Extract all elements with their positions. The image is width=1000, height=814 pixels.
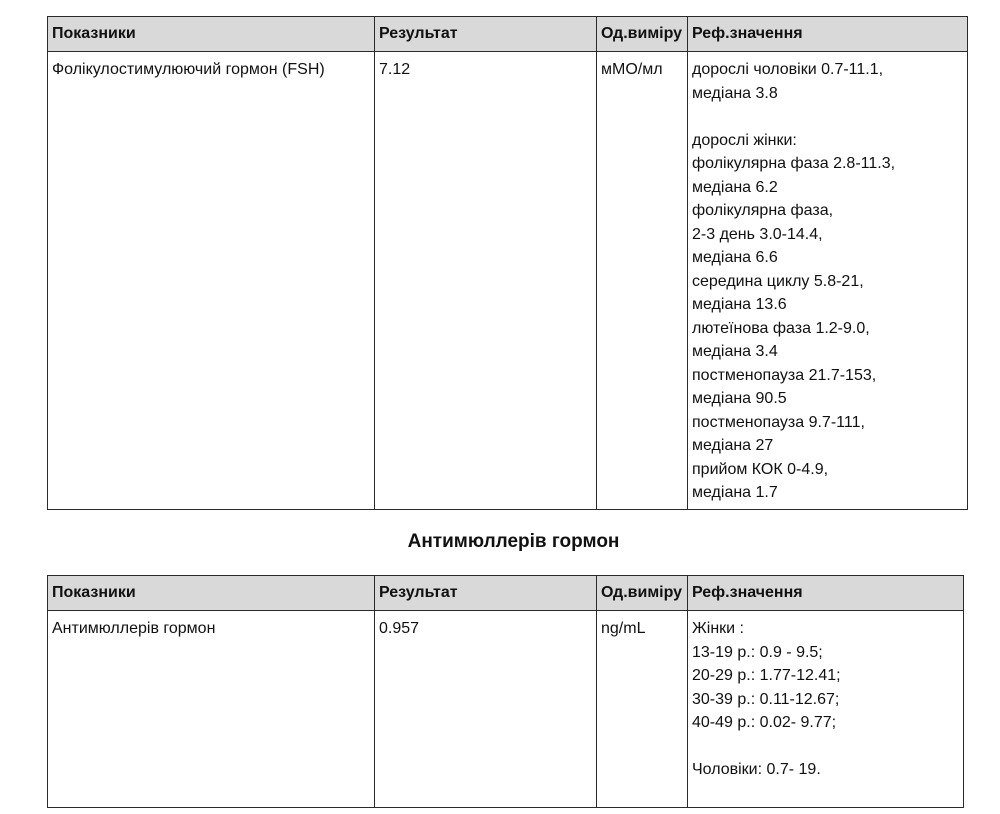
table-row — [48, 52, 968, 510]
indicator-name — [48, 52, 375, 510]
header-reference: Реф.значення — [688, 576, 964, 611]
ref-line: дорослі чоловіки 0.7-11.1, — [692, 61, 884, 78]
section-title-amh: Антимюллерів гормон — [407, 531, 620, 552]
ref-line-gap — [692, 735, 959, 759]
ref-line: медіана 90.5 — [692, 390, 787, 407]
unit-value-text: мМО/мл — [601, 61, 663, 78]
ref-line: постменопауза 21.7-153, — [692, 366, 877, 384]
ref-line: 13-19 р.: 0.9 - 9.5; — [692, 643, 823, 661]
ref-line: 30-39 р.: 0.11-12.67; — [692, 690, 840, 708]
table-header-row — [48, 576, 964, 611]
ref-line: прийом КОК 0-4.9, — [692, 460, 829, 478]
ref-line: середина циклу 5.8-21, — [692, 272, 864, 290]
result-value-text: 7.12 — [379, 61, 411, 78]
fsh-results-table — [47, 16, 968, 510]
ref-line: Жінки : — [692, 620, 744, 637]
unit-value — [597, 611, 688, 808]
ref-line: 20-29 р.: 1.77-12.41; — [692, 667, 841, 684]
ref-line: постменопауза 9.7-111, — [692, 413, 865, 431]
ref-line: медіана 13.6 — [692, 296, 787, 313]
header-reference: Реф.значення — [688, 17, 968, 52]
ref-line: фолікулярна фаза, — [692, 202, 834, 219]
table-header-row — [48, 17, 968, 52]
ref-line: медіана 3.4 — [692, 343, 778, 360]
header-indicators: Показники — [48, 576, 375, 611]
indicator-name — [48, 611, 375, 808]
unit-value-text: ng/mL — [601, 620, 646, 637]
header-result: Результат — [375, 17, 597, 52]
ref-line: медіана 6.6 — [692, 249, 778, 266]
ref-line: медіана 27 — [692, 437, 774, 454]
indicator-name-text: Фолікулостимулюючий гормон (FSH) — [52, 61, 325, 78]
header-result: Результат — [375, 576, 597, 611]
ref-line: фолікулярна фаза 2.8-11.3, — [692, 155, 896, 172]
header-unit: Од.виміру — [597, 576, 688, 611]
ref-line: медіана 6.2 — [692, 178, 778, 196]
ref-line-gap — [692, 105, 963, 129]
reference-values — [688, 611, 964, 808]
ref-line: медіана 3.8 — [692, 84, 778, 102]
header-indicators: Показники — [48, 17, 375, 52]
indicator-name-text: Антимюллерів гормон — [52, 620, 216, 637]
header-unit: Од.виміру — [597, 17, 688, 52]
ref-line: 2-3 день 3.0-14.4, — [692, 225, 823, 243]
table-row — [48, 611, 964, 808]
reference-values — [688, 52, 968, 510]
result-value — [375, 611, 597, 808]
ref-line: Чоловіки: 0.7- 19. — [692, 761, 821, 778]
result-value — [375, 52, 597, 510]
ref-line: медіана 1.7 — [692, 484, 778, 501]
amh-results-table — [47, 575, 964, 808]
unit-value — [597, 52, 688, 510]
ref-line: 40-49 р.: 0.02- 9.77; — [692, 714, 837, 731]
result-value-text: 0.957 — [379, 620, 420, 637]
ref-line: лютеїнова фаза 1.2-9.0, — [692, 319, 870, 337]
ref-line: дорослі жінки: — [692, 131, 797, 149]
